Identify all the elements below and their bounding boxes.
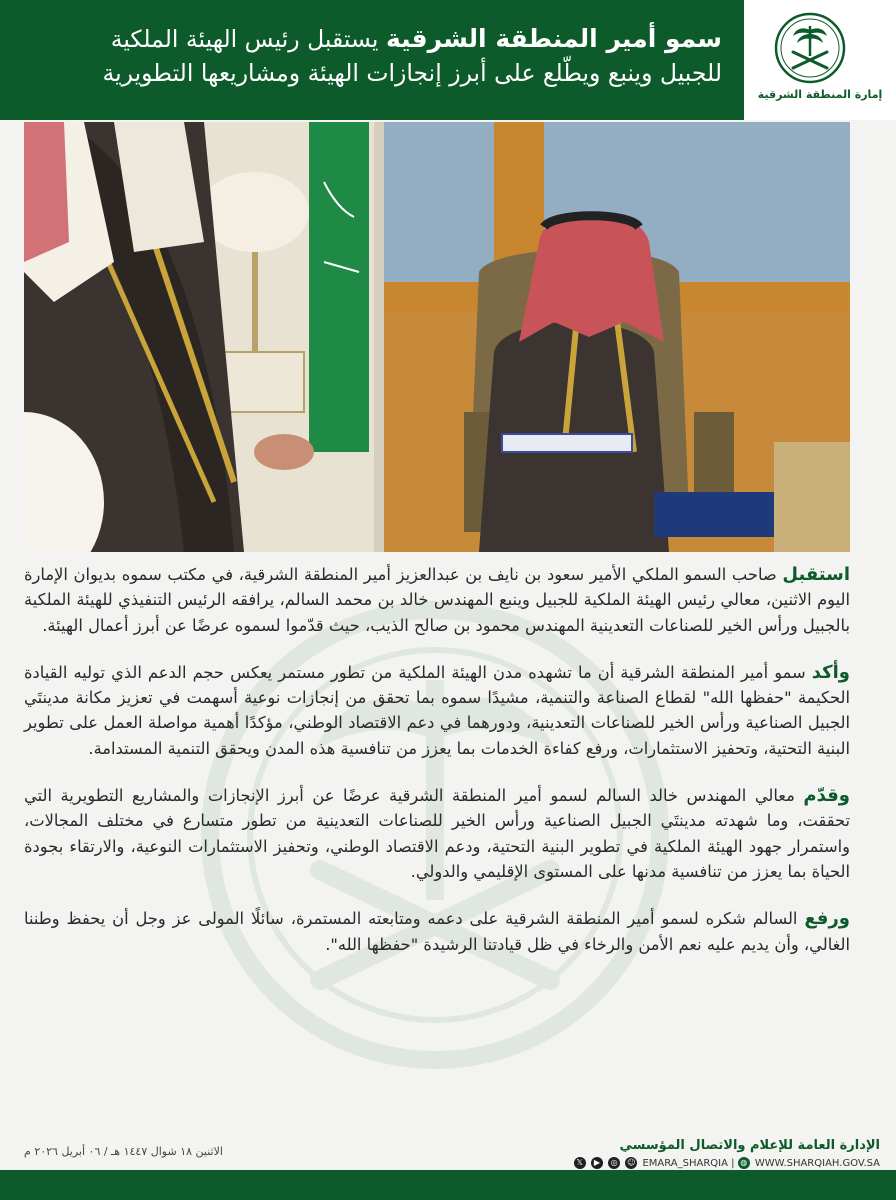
x-icon[interactable]: 𝕏: [574, 1157, 586, 1169]
social-handle[interactable]: EMARA_SHARQIA: [642, 1158, 728, 1169]
logo-caption: إمارة المنطقة الشرقية: [757, 88, 883, 101]
publish-date: الاثنين ١٨ شوال ١٤٤٧ هـ / ٠٦ أبريل ٢٠٢٦ م: [24, 1145, 223, 1158]
footer-brand: [560, 1138, 880, 1169]
paragraph-lead: وقدّم: [803, 785, 850, 807]
headline-subtitle: للجبيل وينبع ويطّلع على أبرز إنجازات الهيئة ومشاريعها التطويرية: [102, 59, 722, 87]
paragraph-1: [24, 562, 850, 638]
logo-area: [744, 0, 896, 120]
instagram-icon[interactable]: ◎: [608, 1157, 620, 1169]
snapchat-icon[interactable]: ☺: [627, 1158, 636, 1167]
paragraph-4: [24, 906, 850, 957]
department-name: الإدارة العامة للإعلام والاتصال المؤسسي: [619, 1138, 880, 1153]
title-block: [0, 0, 744, 120]
paragraph-2: [24, 660, 850, 761]
paragraph-text: معالي المهندس خالد السالم لسمو أمير المنطقة الشرقية عرضًا عن أبرز الإنجازات والمشاريع التطويرية التي تحققت، وما شهدته مدينتَي الجبيل الصناعية ورأس الخير للصناعات التعدينية من تطور متسارع في مختلف المجالات، واستمرار جهود الهيئة الملكية في تطوير البنية التحتية، ودعم الاقتصاد الوطني، وتحفيز الاستثمارات النوعية، والارتقاء بجودة الحياة بما يعزز من تنافسية مدنها على المستوى الإقليمي والدولي.: [24, 786, 850, 881]
website-link[interactable]: WWW.SHARQIAH.GOV.SA: [754, 1158, 880, 1169]
paragraph-lead: وأكد: [811, 661, 850, 683]
bottom-bar: [0, 1170, 896, 1200]
headline: [14, 22, 722, 56]
headline-bold: سمو أمير المنطقة الشرقية: [385, 24, 722, 53]
palm-swords-emblem-icon: [771, 12, 849, 84]
separator: |: [731, 1158, 738, 1169]
paragraph-3: [24, 783, 850, 884]
youtube-icon[interactable]: ▶: [591, 1157, 603, 1169]
meeting-photo-illustration: [24, 122, 850, 552]
paragraph-lead: استقبل: [782, 564, 850, 585]
paragraph-text: صاحب السمو الملكي الأمير سعود بن نايف بن عبدالعزيز أمير المنطقة الشرقية، في مكتب سموه بديوان الإمارة اليوم الاثنين، معالي رئيس الهيئة الملكية للجبيل وينبع المهندس خالد بن محمد السالم، يرافقه الرئيس التنفيذي للهيئة الملكية بالجبيل ورأس الخير للصناعات التعدينية المهندس محمود بن صالح الذيب، حيث قدّموا لسموه عرضًا عن أبرز أعمال الهيئة.: [24, 565, 850, 635]
headline-rest: يستقبل رئيس الهيئة الملكية: [110, 25, 386, 53]
paragraph-lead: ورفع: [804, 908, 850, 930]
header: [0, 0, 896, 120]
contact-line: [560, 1157, 880, 1169]
paragraph-text: سمو أمير المنطقة الشرقية أن ما تشهده مدن الهيئة الملكية من تطور مستمر يعكس حجم الدعم الذي توليه القيادة الحكيمة "حفظها الله" لقطاع الصناعة والتنمية، مشيدًا سموه بما تحقق من إنجازات نوعية أسهمت في تعزيز مكانة مدينتَي الجبيل الصناعية ورأس الخير للصناعات التعدينية، ودورهما في دعم الاقتصاد الوطني، مؤكدًا أهمية مواصلة العمل على تطوير البنية التحتية، وتحفيز الاستثمارات، ورفع كفاءة الخدمات بما يعزز من تنافسية هذه المدن ويحقق التنمية المستدامة.: [24, 662, 850, 758]
article-body: [24, 562, 850, 979]
paragraph-text: السالم شكره لسمو أمير المنطقة الشرقية على دعمه ومتابعته المستمرة، سائلًا المولى عز وجل أن يحفظ وطننا الغالي، وأن يديم عليه نعم الأمن والرخاء في ظل قيادتنا الرشيدة "حفظها الله".: [24, 909, 850, 954]
meeting-photo: [24, 122, 850, 552]
globe-icon: ◍: [738, 1157, 750, 1169]
